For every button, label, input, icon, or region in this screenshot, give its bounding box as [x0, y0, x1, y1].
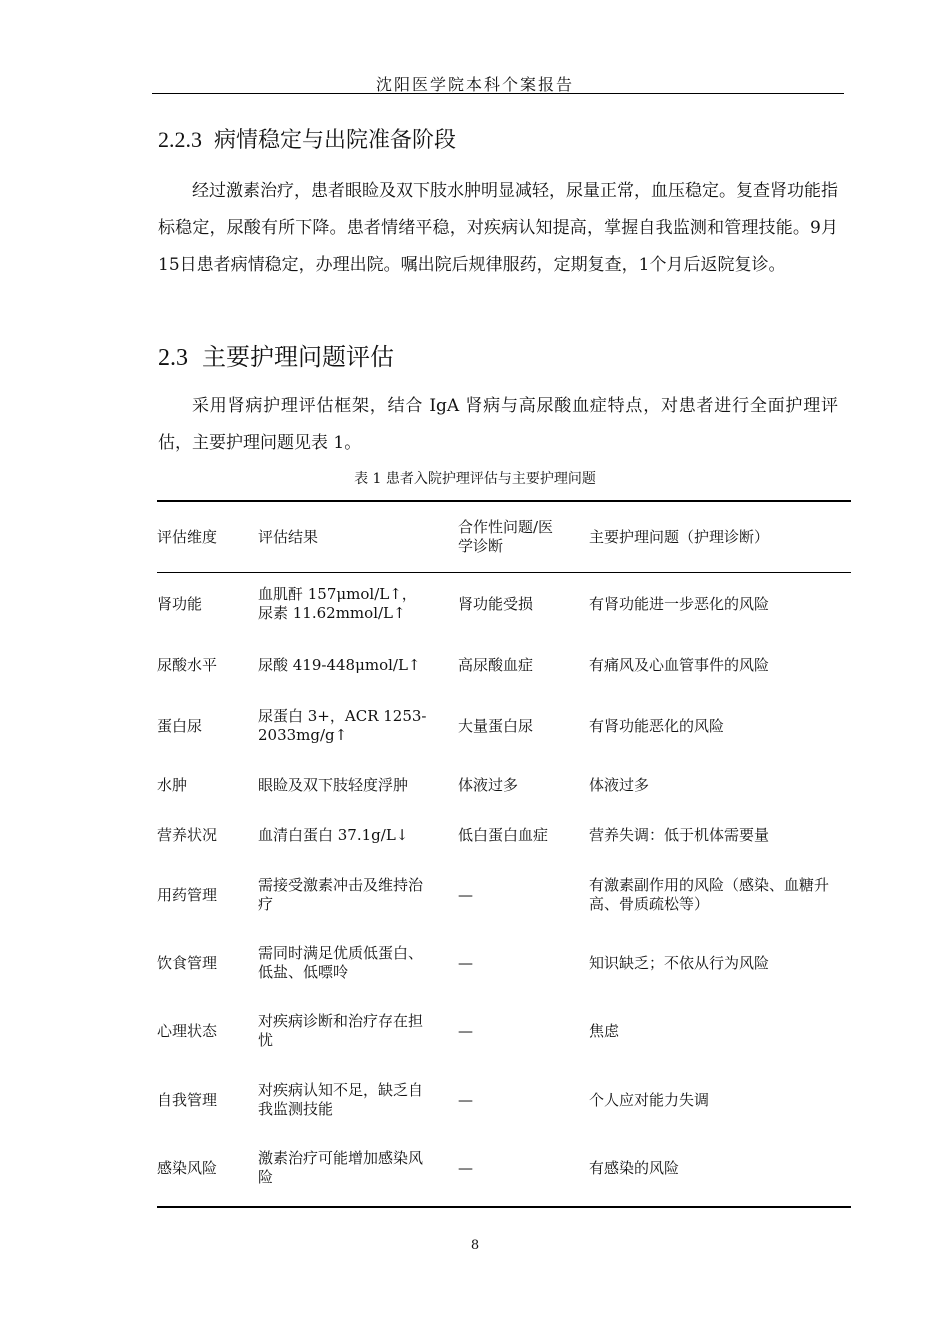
header-nursing-problem: 主要护理问题（护理诊断）: [589, 527, 770, 546]
cell-diagnosis: —: [458, 1090, 473, 1109]
cell-diagnosis: 大量蛋白尿: [458, 716, 534, 735]
cell-result: 血肌酐 157μmol/L↑，尿素 11.62mmol/L↑: [258, 585, 417, 622]
section-heading-2-3: [158, 337, 394, 372]
header-result: 评估结果: [258, 527, 319, 546]
cell-diagnosis: 高尿酸血症: [458, 655, 534, 674]
cell-nursing-problem: 有痛风及心血管事件的风险: [589, 655, 770, 674]
cell-dimension: 尿酸水平: [157, 655, 218, 674]
table-row: [157, 1076, 851, 1124]
cell-dimension: 水肿: [157, 775, 188, 794]
cell-result: 血清白蛋白 37.1g/L↓: [258, 825, 409, 844]
table-row: [157, 580, 851, 628]
cell-dimension: 蛋白尿: [157, 716, 203, 735]
cell-nursing-problem: 个人应对能力失调: [589, 1090, 710, 1109]
cell-result: 对疾病认知不足，缺乏自我监测技能: [258, 1081, 424, 1118]
cell-nursing-problem: 营养失调：低于机体需要量: [589, 825, 770, 844]
header-title: 沈阳医学院本科个案报告: [375, 75, 574, 94]
section-title: 病情稳定与出院准备阶段: [214, 128, 457, 153]
section-number: 2.2.3: [158, 127, 202, 152]
cell-dimension: 肾功能: [157, 594, 203, 613]
table-row: [157, 772, 851, 798]
table-row: [157, 652, 851, 678]
table-bottom-rule: [157, 1206, 851, 1208]
cell-diagnosis: —: [458, 1158, 473, 1177]
cell-dimension: 心理状态: [157, 1021, 218, 1040]
cell-diagnosis: 肾功能受损: [458, 594, 534, 613]
table-row: [157, 1144, 851, 1192]
table-top-rule: [157, 500, 851, 502]
cell-nursing-problem: 有肾功能恶化的风险: [589, 716, 725, 735]
header-rule: [152, 93, 844, 94]
cell-nursing-problem: 知识缺乏；不依从行为风险: [589, 953, 770, 972]
cell-result: 尿酸 419-448μmol/L↑: [258, 655, 421, 674]
cell-dimension: 营养状况: [157, 825, 218, 844]
cell-diagnosis: —: [458, 1021, 473, 1040]
table-header-rule: [157, 572, 851, 573]
cell-result: 尿蛋白 3+，ACR 1253-2033mg/g↑: [258, 707, 427, 744]
table-caption: 表 1 患者入院护理评估与主要护理问题: [354, 471, 596, 487]
table-row: [157, 939, 851, 987]
paragraph-assessment: 采用肾病护理评估框架，结合 IgA 肾病与高尿酸血症特点，对患者进行全面护理评估，主要护理问题见表 1。: [158, 396, 838, 453]
cell-diagnosis: 体液过多: [458, 775, 519, 794]
paragraph-discharge: 经过激素治疗，患者眼睑及双下肢水肿明显减轻，尿量正常，血压稳定。复查肾功能指标稳定，尿酸有所下降。患者情绪平稳，对疾病认知提高，掌握自我监测和管理技能。9月15日患者病情稳定，办理出院。嘱出院后规律服药，定期复查，1个月后返院复诊。: [158, 181, 838, 275]
section-heading-2-2-3: [158, 123, 456, 154]
cell-result: 对疾病诊断和治疗存在担忧: [258, 1012, 424, 1049]
table-row: [157, 702, 851, 750]
cell-result: 眼睑及双下肢轻度浮肿: [258, 775, 409, 794]
cell-dimension: 用药管理: [157, 885, 218, 904]
header-dimension: 评估维度: [157, 527, 218, 546]
cell-diagnosis: 低白蛋白血症: [458, 825, 549, 844]
cell-result: 需接受激素冲击及维持治疗: [258, 876, 424, 913]
cell-nursing-problem: 焦虑: [589, 1021, 620, 1040]
cell-nursing-problem: 有感染的风险: [589, 1158, 680, 1177]
cell-nursing-problem: 有激素副作用的风险（感染、血糖升高、骨质疏松等）: [589, 876, 830, 913]
cell-result: 需同时满足优质低蛋白、低盐、低嘌呤: [258, 944, 424, 981]
cell-dimension: 自我管理: [157, 1090, 218, 1109]
cell-dimension: 饮食管理: [157, 953, 218, 972]
table-row: [157, 871, 851, 919]
table-header-row: [157, 503, 851, 571]
header-diagnosis: 合作性问题/医学诊断: [458, 518, 554, 555]
table-row: [157, 822, 851, 848]
table-row: [157, 1007, 851, 1055]
cell-diagnosis: —: [458, 885, 473, 904]
section-number: 2.3: [158, 345, 188, 371]
cell-nursing-problem: 体液过多: [589, 775, 650, 794]
page-number: 8: [470, 1238, 480, 1253]
cell-nursing-problem: 有肾功能进一步恶化的风险: [589, 594, 770, 613]
cell-dimension: 感染风险: [157, 1158, 218, 1177]
cell-diagnosis: —: [458, 953, 473, 972]
section-title: 主要护理问题评估: [202, 343, 394, 371]
cell-result: 激素治疗可能增加感染风险: [258, 1149, 424, 1186]
